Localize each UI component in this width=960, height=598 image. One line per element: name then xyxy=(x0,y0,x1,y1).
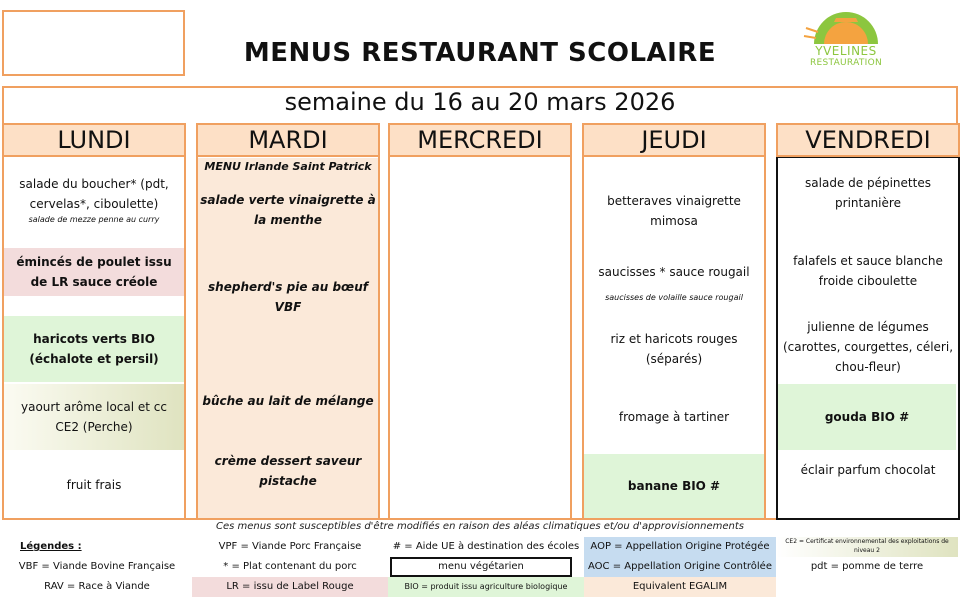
legend-vegetarian: menu végétarien xyxy=(390,557,572,577)
legend-vbf: VBF = Viande Bovine Française xyxy=(18,561,176,572)
legend-title: Légendes : xyxy=(20,541,82,552)
day-header-tuesday: MARDI xyxy=(196,123,380,157)
yvelines-restauration-logo xyxy=(796,6,896,72)
monday-main: émincés de poulet issu de LR sauce créole xyxy=(4,248,184,296)
day-header-friday: VENDREDI xyxy=(776,123,960,157)
legend-row-3 xyxy=(2,577,958,597)
logo-placeholder-box xyxy=(2,10,185,76)
monday-starter-label: salade du boucher* (pdt, cervelas*, ciboulette) xyxy=(19,177,169,211)
legend-pdt: pdt = pomme de terre xyxy=(810,561,924,572)
friday-side: julienne de légumes (carottes, courgettes, céleri, chou-fleur) xyxy=(782,320,954,374)
logo-sun-icon xyxy=(796,6,896,46)
monday-starter xyxy=(4,160,184,240)
legend-row-1 xyxy=(2,537,958,557)
column-wednesday xyxy=(388,123,572,520)
logo-text-restauration: RESTAURATION xyxy=(809,58,883,68)
friday-starter xyxy=(778,170,958,216)
day-header-thursday: JEUDI xyxy=(582,123,766,157)
legend-aoc: AOC = Appellation Origine Contrôlée xyxy=(584,557,776,577)
friday-main xyxy=(778,248,958,294)
legend-label-rouge: LR = issu de Label Rouge xyxy=(192,577,388,597)
day-header-wednesday: MERCREDI xyxy=(388,123,572,157)
week-title: semaine du 16 au 20 mars 2026 xyxy=(284,88,676,116)
thursday-dairy: fromage à tartiner xyxy=(618,410,730,424)
page-title: MENUS RESTAURANT SCOLAIRE xyxy=(243,38,717,68)
friday-dessert: éclair parfum chocolat xyxy=(800,463,936,477)
legend-porc: * = Plat contenant du porc xyxy=(223,561,357,572)
friday-starter-label: salade de pépinettes printanière xyxy=(805,176,931,210)
logo-text-yvelines: YVELINES xyxy=(815,44,877,58)
disclaimer-note: Ces menus sont susceptibles d'être modifiés en raison des aléas climatiques et/ou d'approvisionnements xyxy=(215,521,745,532)
legend-aide-ue: # = Aide UE à destination des écoles xyxy=(392,541,580,552)
monday-dairy-label: yaourt arôme local et cc CE2 (Perche) xyxy=(21,400,167,434)
legend-egalim: Equivalent EGALIM xyxy=(584,577,776,597)
tuesday-dessert: crème dessert saveur pistache xyxy=(214,454,362,488)
legend-row-2 xyxy=(2,557,958,577)
tuesday-theme: MENU Irlande Saint Patrick xyxy=(204,160,372,173)
legend-vpf: VPF = Viande Porc Française xyxy=(218,541,362,552)
tuesday-main: shepherd's pie au bœuf VBF xyxy=(208,280,368,314)
monday-dairy xyxy=(4,384,184,450)
day-header-monday: LUNDI xyxy=(2,123,186,157)
tuesday-dairy: bûche au lait de mélange xyxy=(202,394,374,408)
thursday-main xyxy=(584,258,764,308)
tuesday-starter: salade verte vinaigrette à la menthe xyxy=(200,193,376,227)
legend-bio: BIO = produit issu agriculture biologique xyxy=(388,577,584,597)
legend-ce2: CE2 = Certificat environnemental des exploitations de niveau 2 xyxy=(776,537,958,557)
thursday-main-alternative: saucisses de volaille sauce rougail xyxy=(605,293,743,302)
friday-dairy: gouda BIO # xyxy=(778,384,956,450)
thursday-starter: betteraves vinaigrette mimosa xyxy=(607,194,741,228)
legend-aop: AOP = Appellation Origine Protégée xyxy=(584,537,776,557)
monday-dessert: fruit frais xyxy=(66,478,122,492)
monday-side: haricots verts BIO (échalote et persil) xyxy=(4,316,184,382)
friday-main-label: falafels et sauce blanche froide ciboulette xyxy=(793,254,943,288)
legend-rav: RAV = Race à Viande xyxy=(44,581,150,592)
thursday-side-label: riz et haricots rouges (séparés) xyxy=(610,332,738,366)
thursday-dessert: banane BIO # xyxy=(584,454,764,518)
monday-starter-alternative: salade de mezze penne au curry xyxy=(28,215,160,224)
thursday-main-label: saucisses * sauce rougail xyxy=(598,265,750,279)
thursday-side xyxy=(584,326,764,372)
